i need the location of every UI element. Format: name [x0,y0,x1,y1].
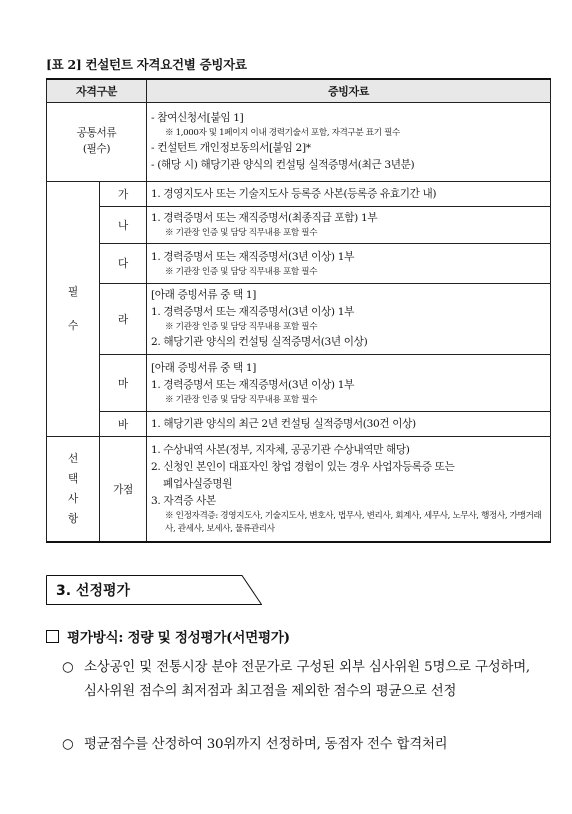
common-docs-label: 공통서류 (필수) [47,103,147,182]
header-evidence: 증빙자료 [147,79,551,103]
common-docs-cell [147,103,551,182]
row-content: 1. 경력증명서 또는 재직증명서(최종직급 포함) 1부 ※ 기관장 인증 및 담당 직무내용 포함 필수 [147,207,551,244]
row-content: 1. 해당기관 양식의 최근 2년 컨설팅 실적증명서(30건 이상) [147,412,551,437]
row-content: [아래 증빙서류 중 택 1] 1. 경력증명서 또는 재직증명서(3년 이상) 1부 ※ 기관장 인증 및 담당 직무내용 포함 필수 [147,355,551,412]
row-content: 1. 경영지도사 또는 기술지도사 등록증 사본(등록증 유효기간 내) [147,182,551,207]
table-row-ma [47,355,551,412]
common-note: ※ 1,000자 및 1페이지 이내 경력기술서 포함, 자격구분 표기 필수 [165,128,400,138]
list-item: ○ 소상공인 및 전통시장 분야 전문가로 구성된 외부 심사위원 5명으로 구성하며, 심사위원 점수의 최저점과 최고점을 제외한 점수의 평균으로 선정 [62,656,530,704]
table-row-da [47,244,551,284]
table-row-optional [47,437,551,543]
sub-label: 라 [100,284,147,355]
table-row-ra [47,284,551,355]
row-content: 1. 경력증명서 또는 재직증명서(3년 이상) 1부 ※ 기관장 인증 및 담당 직무내용 포함 필수 [147,244,551,284]
table-row-ga [47,182,551,207]
common-item: - 참여신청서[붙임 1] [151,112,244,124]
required-label: 필 수 [47,182,100,437]
optional-content: 1. 수상내역 사본(정부, 지자체, 공공기관 수상내역만 해당) 2. 신청인 본인이 대표자인 창업 경험이 있는 경우 사업자등록증 또는 폐업사실증명원 3. 자격증 사본 ※ 인정자격증: 경영지도사, 기술지도사, 변호사, 법무사, 변리사, 회계사, 세무사, 노무사, 행정사, 가맹거래사, 관세사, 보세사, 물류관리사 [147,437,551,543]
certificate-note: ※ 인정자격증: 경영지도사, 기술지도사, 변호사, 법무사, 변리사, 회계사, 세무사, 노무사, 행정사, 가맹거래사, 관세사, 보세사, 물류관리사 [165,511,542,534]
circle-bullet-icon: ○ [62,660,74,675]
requirements-table [46,78,551,543]
table-header-row [47,79,551,103]
optional-label: 선 택 사 항 [47,437,100,543]
table-caption: [표 2] 컨설턴트 자격요건별 증빙자료 [46,57,247,72]
sub-label: 가점 [100,437,147,543]
sub-label: 다 [100,244,147,284]
checkbox-square-icon [46,630,59,643]
table-row-common [47,103,551,182]
row-content: [아래 증빙서류 중 택 1] 1. 경력증명서 또는 재직증명서(3년 이상) 1부 ※ 기관장 인증 및 담당 직무내용 포함 필수 2. 해당기관 양식의 컨설팅 실적증명서(3년 이상) [147,284,551,355]
evaluation-heading: 평가방식: 정량 및 정성평가(서면평가) [46,626,290,646]
table-row-ba [47,412,551,437]
sub-label: 바 [100,412,147,437]
sub-label: 마 [100,355,147,412]
table-row-na [47,207,551,244]
common-item: - (해당 시) 해당기관 양식의 컨설팅 실적증명서(최근 3년분) [151,159,415,171]
section-header [46,575,262,605]
sub-label: 나 [100,207,147,244]
sub-label: 가 [100,182,147,207]
header-qualification: 자격구분 [47,79,147,103]
circle-bullet-icon: ○ [62,737,74,752]
list-item: ○ 평균점수를 산정하여 30위까지 선정하며, 동점자 전수 합격처리 [62,733,530,757]
common-item: - 컨설턴트 개인정보동의서[붙임 2]* [151,142,311,154]
section-title: 3. 선정평가 [56,583,131,599]
